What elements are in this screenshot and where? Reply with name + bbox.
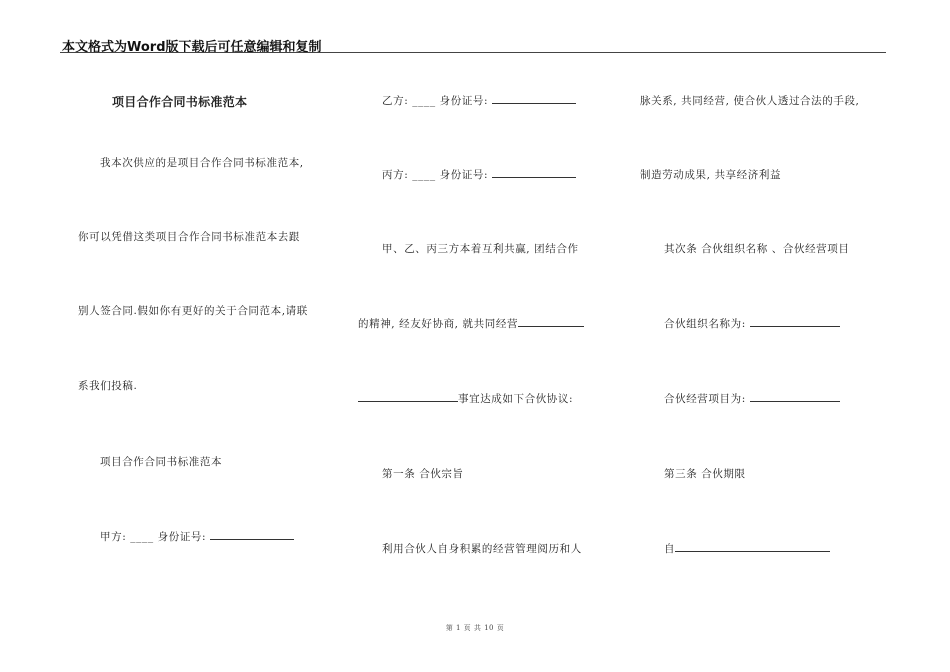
party-b-label: 乙方: ____ 身份证号:	[382, 95, 493, 107]
org-name-blank[interactable]	[750, 316, 840, 327]
col3-text-2: 制造劳动成果, 共享经济利益	[640, 169, 782, 181]
document-title: 项目合作合同书标准范本	[112, 95, 248, 109]
agreement-para-3-line	[358, 391, 573, 406]
agreement-para-1: 甲、乙、丙三方本着互利共赢, 团结合作	[382, 243, 579, 255]
article-1-text: 利用合伙人自身积累的经营管理阅历和人	[382, 543, 582, 555]
agreement-para-3: 事宜达成如下合伙协议:	[458, 393, 574, 405]
agreement-para-2: 的精神, 经友好协商, 就共同经营	[358, 318, 519, 330]
intro-line-1: 我本次供应的是项目合作合同书标准范本,	[100, 157, 304, 169]
term-line	[664, 541, 830, 556]
intro-line-4: 系我们投稿.	[78, 380, 138, 392]
org-name-line	[664, 316, 840, 331]
term-from-label: 自	[664, 543, 676, 555]
section-subtitle: 项目合作合同书标准范本	[100, 456, 223, 468]
header-divider	[60, 52, 886, 53]
article-2-heading: 其次条 合伙组织名称 、合伙经营项目	[664, 243, 850, 255]
article-3-heading: 第三条 合伙期限	[664, 468, 746, 480]
party-a-line	[100, 529, 294, 544]
org-name-label: 合伙组织名称为:	[664, 318, 750, 330]
party-c-id-blank[interactable]	[492, 167, 576, 178]
party-c-label: 丙方: ____ 身份证号:	[382, 169, 493, 181]
business-line	[664, 391, 840, 406]
party-a-label: 甲方: ____ 身份证号:	[100, 531, 211, 543]
document-banner: 本文格式为Word版下载后可任意编辑和复制	[62, 40, 322, 55]
business-label: 合伙经营项目为:	[664, 393, 750, 405]
intro-line-2: 你可以凭借这类项目合作合同书标准范本去跟	[78, 231, 300, 243]
intro-line-3: 别人签合同.假如你有更好的关于合同范本,请联	[78, 305, 308, 317]
article-1-heading: 第一条 合伙宗旨	[382, 468, 464, 480]
party-a-id-blank[interactable]	[210, 529, 294, 540]
page-number: 第 1 页 共 10 页	[445, 624, 505, 632]
term-blank[interactable]	[675, 541, 830, 552]
party-c-line	[382, 167, 576, 182]
matter-blank[interactable]	[358, 391, 458, 402]
party-b-line	[382, 93, 576, 108]
party-b-id-blank[interactable]	[492, 93, 576, 104]
business-blank[interactable]	[518, 316, 584, 327]
agreement-para-2-line	[358, 316, 584, 331]
business-project-blank[interactable]	[750, 391, 840, 402]
col3-text-1: 脉关系, 共同经营, 使合伙人透过合法的手段,	[640, 95, 860, 107]
